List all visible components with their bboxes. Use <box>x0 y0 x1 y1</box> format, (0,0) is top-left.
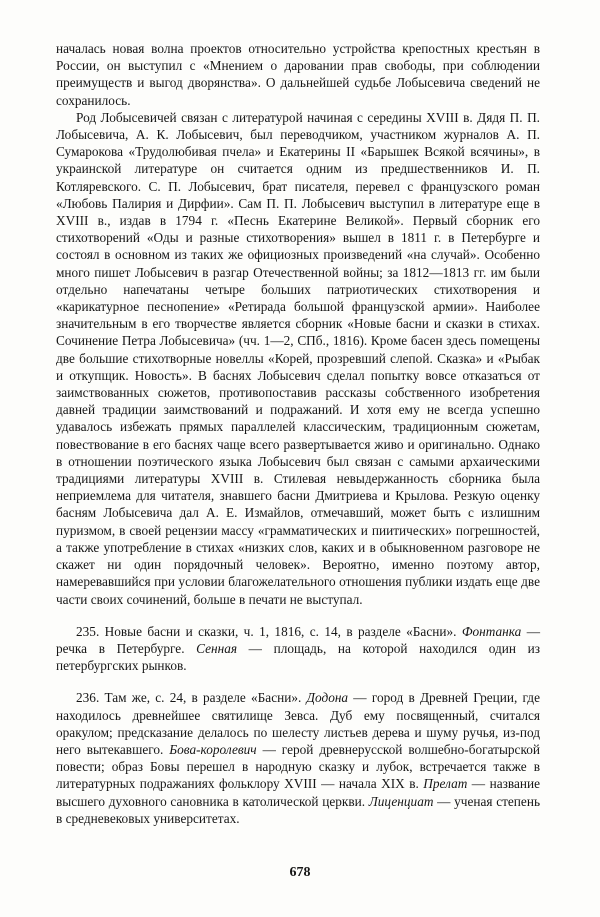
note-236: 236. Там же, с. 24, в разделе «Басни». Додона — город в Древней Греции, где находилось древнейшее святилище Зевса. Дуб ему посвященный, считался оракулом; предсказание делалось по шелесту листьев дерева и шуму ручья, из-под него вытекавшего. Бова-королевич — герой древнерусской волшебно-богатырской повести; образ Бовы перешел в народную сказку и лубок, встречается также в литературных подражаниях фольклору XVIII — начала XIX в. Прелат — название высшего духовного сановника в католической церкви. Лиценциат — ученая степень в средневековых университетах. <box>56 690 541 826</box>
term-fontanka: Фонтанка <box>461 623 522 639</box>
page-body <box>56 40 540 827</box>
continued-paragraph: началась новая волна проектов относительно устройства крепостных крестьян в России, он выступил с «Мнением о даровании прав свободы, при соблюдении преимуществ и выгод дворянства». О дальнейшей судьбе Лобысевича сведений не сохранилось. <box>56 41 540 108</box>
term-prelat: Прелат <box>423 776 468 792</box>
paragraph-lobysevich-family: Род Лобысевичей связан с литературой начиная с середины XVIII в. Дядя П. П. Лобысевича, А. К. Лобысевич, был переводчиком, участником журналов А. П. Сумарокова «Трудолюбивая пчела» и Екатерины II «Барышек Всякой всячины», в украинской литературе он считается одним из предшественников И. П. Котляревского. С. П. Лобысевич, брат писателя, перевел с французского роман «Любовь Палирия и Дирфии». Сам П. П. Лобысевич выступил в литературе еще в XVIII в., издав в 1794 г. «Песнь Екатерине Великой». Первый сборник его стихотворений «Оды и разные стихотворения» вышел в 1811 г. в Петербурге и состоял в основном из таких же официозных произведений «на случай». Особенно много пишет Лобысевич в разгар Отечественной войны; за 1812—1813 гг. им были отдельно напечатаны четыре больших патриотических стихотворения и «карикатурное песнопение» «Ретирада большой французской армии». Наиболее значительным в его творчестве является сборник «Новые басни и сказки в стихах. Сочинение Петра Лобысевича» (чч. 1—2, СПб., 1816). Кроме басен здесь помещены две большие стихотворные новеллы «Корей, прозревший слепой. Сказка» и «Рыбак и откупщик. Новость». В баснях Лобысевич сделал попытку вовсе отказаться от заимствованных сюжетов, противопоставив рассказы собственного изобретения давней традиции заимствований и подражаний. И хотя ему не всегда успешно удавалось избежать прямых параллелей классическим, традиционным сюжетам, повествование в его баснях чаще всего развертывается живо и оригинально. Однако в отношении поэтического языка Лобысевич был связан с самыми архаическими традициями литературы XVIII в. Стилевая невыдержанность сборника была неприемлема для читателя, знавшего басни Дмитриева и Крылова. Резкую оценку басням Лобысевича дал А. Е. Измайлов, отмечавший, может быть с излишним пуризмом, в своей рецензии массу «грамматических и пиитических» погрешностей, а также употребление в стихах «низких слов, каких и в обыкновенном разговоре не скажет ни один порядочный человек». Вероятно, именно поэтому автор, намеревавшийся при условии благожелательного отношения публики издать еще две части своих сочинений, больше в печати не выступал. <box>56 109 540 607</box>
page-number: 678 <box>289 865 311 880</box>
term-bova: Бова-королевич <box>169 741 257 757</box>
term-dodona: Додона <box>306 690 349 706</box>
term-licenciat: Лиценциат <box>368 793 434 809</box>
note-235: 235. Новые басни и сказки, ч. 1, 1816, с. 14, в разделе «Басни». Фонтанка — речка в Петербурге. Сенная — площадь, на которой находился один из петербургских рынков. <box>56 623 540 674</box>
term-sennaya: Сенная <box>196 640 238 656</box>
